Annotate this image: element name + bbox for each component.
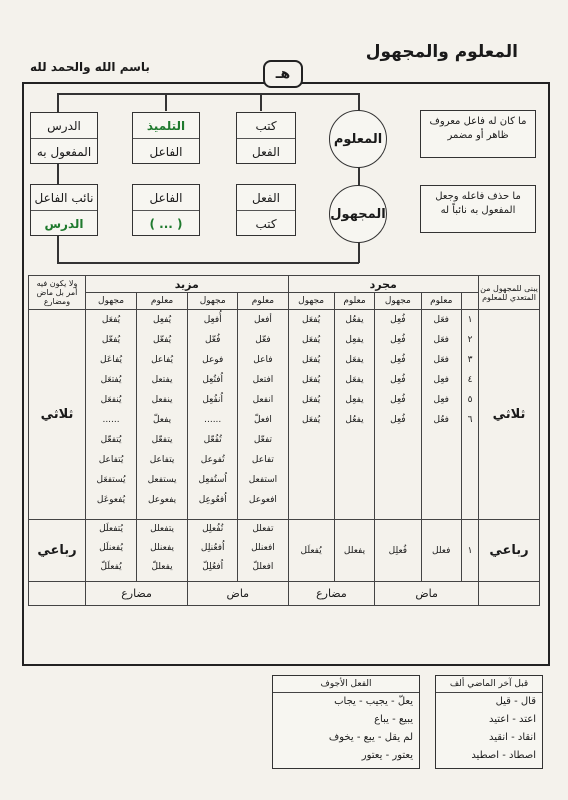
quad-number: ١ [462, 520, 479, 582]
hollow-item: لم يقل - يبع - يخوف [328, 732, 413, 743]
table-entry: فعِل [433, 375, 449, 385]
table-entry: اُفعُلِلّ [202, 562, 224, 572]
table-entry: يفتعل [151, 375, 173, 385]
mazid-present-unknown [86, 310, 137, 520]
table-entry: يُفعَل [302, 395, 321, 405]
table-entry: يتفعّل [151, 435, 173, 445]
table-entry: فُعِل [390, 395, 406, 405]
known-note: ما كان له فاعل معروف ظاهر أو مضمر [420, 110, 536, 158]
table-header-mujarrad: مجرد [288, 276, 478, 293]
box-bottom: الدرس [31, 210, 97, 236]
table-entry: يفعِل [345, 395, 364, 405]
triple-present-unknown [288, 310, 334, 520]
quad-mazid-past-unknown [188, 520, 238, 582]
last-alif-box [435, 675, 543, 769]
table-entry: انفعل [252, 395, 274, 405]
row-label-triple-note: ثلاثي [29, 310, 86, 520]
sub-header: معلوم [334, 293, 375, 310]
table-entry: ينفعل [151, 395, 173, 405]
table-entry: يُفعَل [302, 355, 321, 365]
table-entry: يُستفعَل [96, 475, 126, 485]
table-entry: يُفعّل [152, 335, 172, 345]
table-entry: يُتفاعل [98, 455, 124, 465]
footer-past: ماض [375, 582, 479, 606]
table-entry: افعوعل [248, 495, 277, 505]
footer-present: مضارع [288, 582, 375, 606]
table-entry: يُفعنلَل [99, 543, 123, 553]
table-entry: أُفعِل [203, 315, 222, 325]
table-entry: يُفعلَلّ [100, 562, 122, 572]
table-entry: فُعّل [204, 335, 221, 345]
hollow-item: يعتور - يعتور [361, 750, 413, 761]
table-entry: تُفُعّل [203, 435, 222, 445]
known-circle: المعلوم [329, 110, 387, 168]
box-top: الفاعل [149, 190, 183, 205]
unknown-note: ما حذف فاعله وجعل المفعول به نائباً له [420, 185, 536, 233]
table-entry: فُعِل [390, 375, 406, 385]
quad-mazid-present-known [137, 520, 188, 582]
known-box-subject [132, 112, 200, 164]
table-entry: يفعنلل [150, 543, 175, 553]
table-entry: تفعلل [252, 524, 274, 534]
table-entry: تُفُعلِل [202, 524, 224, 534]
table-entry: يُفعَل [302, 415, 321, 425]
table-entry: يفعِل [345, 335, 364, 345]
sub-header: مجهول [375, 293, 421, 310]
table-entry: افعنلل [251, 543, 275, 553]
table-entry: تفعّل [253, 435, 273, 445]
table-entry: يفعللّ [151, 562, 173, 572]
sub-header: مجهول [188, 293, 238, 310]
table-entry: يفعَل [345, 375, 364, 385]
table-entry: فعَل [433, 335, 449, 345]
box-top: كتب [255, 118, 277, 133]
table-entry: ٦ [467, 415, 473, 425]
triple-past-unknown [375, 310, 421, 520]
table-entry: يفعلّ [152, 415, 172, 425]
box-top: نائب الفاعل [34, 190, 94, 205]
table-side-header: يبنى للمجهول من المتعدي للمعلوم [479, 276, 540, 310]
footer-past: ماض [188, 582, 288, 606]
last-alif-item: انقاد - انقيد [489, 732, 536, 743]
quad-mazid-past-known [238, 520, 288, 582]
table-entry: يُفعوعَل [96, 495, 126, 505]
table-entry: يُنفعَل [100, 395, 122, 405]
table-entry: يُفعَل [302, 315, 321, 325]
box-bottom: ( ... ) [133, 210, 199, 236]
row-label-quad-note: رباعي [29, 520, 86, 582]
table-entry: فعَل [433, 355, 449, 365]
table-entry: يتفعلل [150, 524, 175, 534]
triple-past-known [421, 310, 462, 520]
table-entry: فاعل [253, 355, 273, 365]
table-entry: ...... [204, 415, 222, 425]
table-entry: فعّل [255, 335, 271, 345]
conjugation-table [28, 275, 540, 606]
page-title: المعلوم والمجهول [365, 42, 518, 62]
table-entry: ١ [467, 315, 473, 325]
connector-line [57, 93, 359, 95]
last-alif-item: اصطاد - اصطيد [471, 750, 536, 761]
table-entry: فوعل [202, 355, 224, 365]
table-entry: يُفعّل [101, 335, 121, 345]
unknown-box-proxy [30, 184, 98, 236]
footer-present: مضارع [86, 582, 188, 606]
table-entry: اُفتُعِل [202, 375, 224, 385]
connector-line [165, 93, 167, 111]
table-entry: يُفعَل [302, 375, 321, 385]
table-entry: اُستُفعِل [198, 475, 227, 485]
hollow-item: يبيع - يباع [374, 714, 413, 725]
table-entry: يُفاعل [151, 355, 174, 365]
table-entry: اُفعُوعِل [198, 495, 227, 505]
box-top: الفعل [252, 190, 280, 205]
connector-line [260, 93, 262, 111]
box-bottom: كتب [237, 210, 295, 236]
table-entry: افعلّ [253, 415, 272, 425]
table-entry: اُفعُنلِل [200, 543, 225, 553]
mazid-past-unknown [188, 310, 238, 520]
table-entry: يُتفعلَل [99, 524, 123, 534]
table-entry: يفعُل [345, 415, 364, 425]
table-entry: تُفوعل [200, 455, 225, 465]
table-entry: أفعل [253, 315, 272, 325]
hollow-verb-box [272, 675, 420, 769]
sub-header: معلوم [238, 293, 288, 310]
hollow-verb-title: الفعل الأجوف [273, 676, 419, 693]
mazid-present-known [137, 310, 188, 520]
sub-header: مجهول [86, 293, 137, 310]
quad-mazid-present-unknown [86, 520, 137, 582]
table-entry: اُنفُعِل [202, 395, 224, 405]
table-entry: تفاعل [251, 455, 274, 465]
box-top: الدرس [47, 118, 81, 133]
table-entry: يُتفعّل [100, 435, 122, 445]
table-entry: فُعِل [390, 415, 406, 425]
box-bottom: المفعول به [31, 138, 97, 164]
table-entry: يفعُل [345, 315, 364, 325]
table-entry: ٢ [467, 335, 473, 345]
mazid-past-known [238, 310, 288, 520]
basmala-text: باسم الله والحمد لله [30, 60, 150, 74]
table-entry: يفعوعل [147, 495, 177, 505]
table-entry: يفعَل [345, 355, 364, 365]
table-entry: ...... [102, 415, 120, 425]
table-entry: فعِل [433, 395, 449, 405]
table-entry: فُعِل [390, 335, 406, 345]
table-note-header: ولا يكون فيه أمر بل ماض ومضارع [29, 276, 86, 310]
unknown-box-verb [236, 184, 296, 236]
connector-line [57, 262, 359, 264]
sub-header: معلوم [421, 293, 462, 310]
table-entry: يتفاعل [149, 455, 175, 465]
table-entry: يُفعِل [152, 315, 172, 325]
table-entry: فُعِل [390, 315, 406, 325]
box-top: التلميذ [146, 118, 186, 133]
triple-numbers [462, 310, 479, 520]
last-alif-title: قبل آخر الماضي ألف [436, 676, 542, 693]
known-box-verb [236, 112, 296, 164]
unknown-box-subject [132, 184, 200, 236]
table-entry: افعللّ [252, 562, 274, 572]
quad-mujarrad: يفعلل [334, 520, 375, 582]
known-box-object [30, 112, 98, 164]
triple-present-known [334, 310, 375, 520]
table-entry: يُفعَل [302, 335, 321, 345]
hollow-item: يعلّ - يجيب - يجاب [334, 696, 413, 707]
table-entry: افتعل [252, 375, 274, 385]
table-entry: فعَل [433, 315, 449, 325]
num-col-header [462, 293, 479, 310]
last-alif-item: قال - قيل [495, 696, 536, 707]
last-alif-item: اعتد - اعتيد [488, 714, 536, 725]
table-entry: ٣ [467, 355, 473, 365]
quad-mujarrad: يُفعلَل [288, 520, 334, 582]
table-entry: فعُل [433, 415, 449, 425]
table-entry: يُفتعَل [100, 375, 122, 385]
footer-empty [29, 582, 86, 606]
row-label-quad: رباعي [479, 520, 540, 582]
table-entry: ٥ [467, 395, 473, 405]
sub-header: مجهول [288, 293, 334, 310]
sub-header: معلوم [137, 293, 188, 310]
table-entry: يستفعل [147, 475, 177, 485]
box-bottom: الفاعل [133, 138, 199, 164]
table-entry: يُفعَل [101, 315, 121, 325]
quad-mujarrad: فعلل [421, 520, 462, 582]
unknown-circle: المجهول [329, 185, 387, 243]
page-letter-badge: هـ [263, 60, 303, 88]
table-header-mazid: مزيد [86, 276, 289, 293]
row-label-triple: ثلاثي [479, 310, 540, 520]
table-entry: استفعل [248, 475, 278, 485]
table-entry: ٤ [467, 375, 473, 385]
footer-empty [479, 582, 540, 606]
table-entry: يُفاعَل [100, 355, 123, 365]
table-entry: فُعِل [390, 355, 406, 365]
box-bottom: الفعل [237, 138, 295, 164]
quad-mujarrad: فُعلِل [375, 520, 421, 582]
